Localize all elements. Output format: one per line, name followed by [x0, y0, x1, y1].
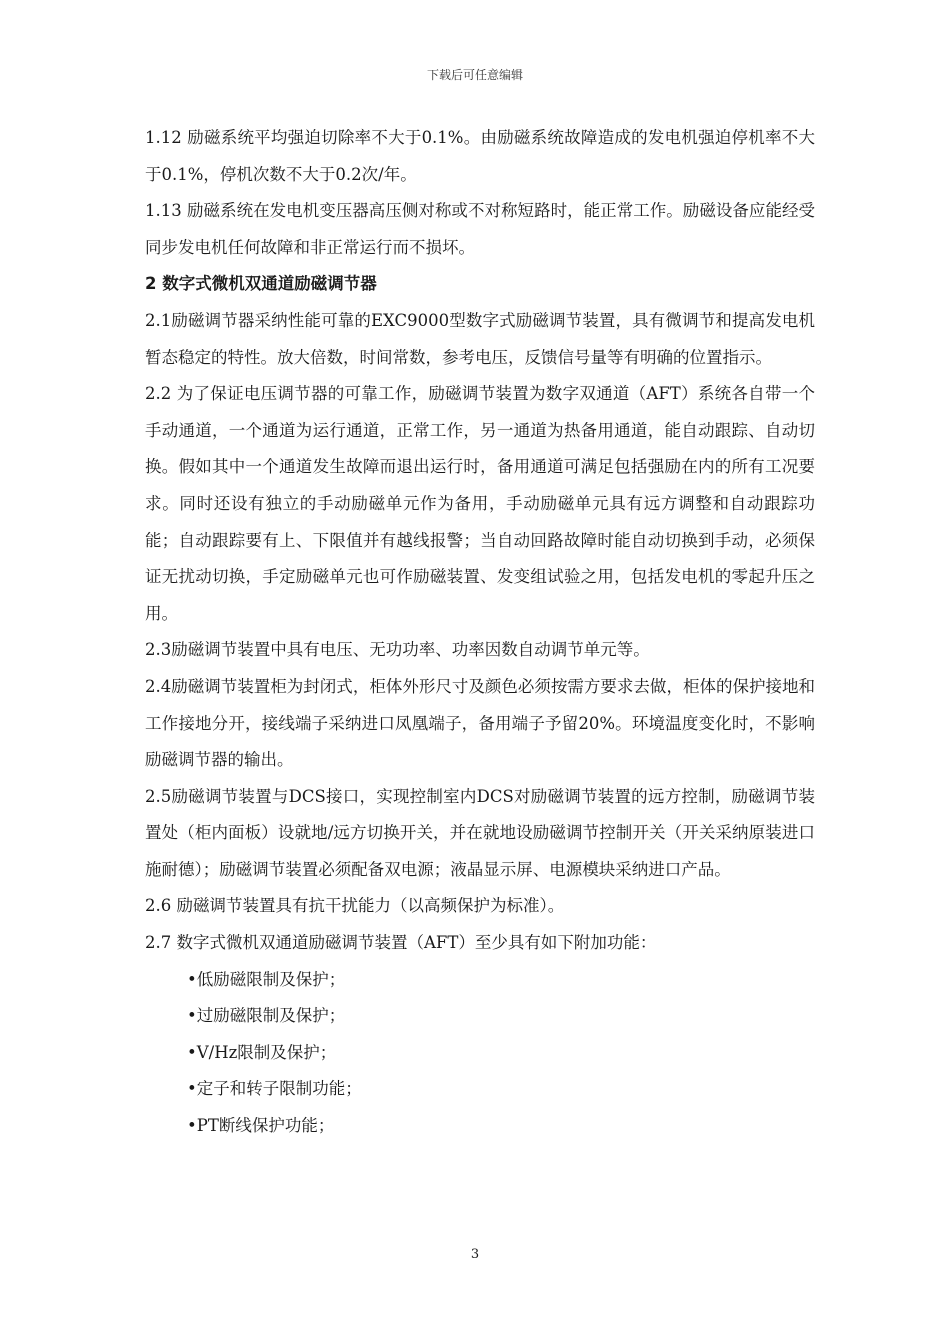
document-body [145, 120, 815, 1145]
paragraph-2-5: 2.5励磁调节装置与DCS接口，实现控制室内DCS对励磁调节装置的远方控制，励磁调节装置处（柜内面板）设就地/远方切换开关，并在就地设励磁调节控制开关（开关采纳原装进口施耐德）；励磁调节装置必须配备双电源；液晶显示屏、电源模块采纳进口产品。 [145, 786, 815, 879]
list-item: •V/Hz限制及保护； [187, 1042, 337, 1062]
paragraph-2-4: 2.4励磁调节装置柜为封闭式，柜体外形尺寸及颜色必须按需方要求去做，柜体的保护接地和工作接地分开，接线端子采纳进口凤凰端子，备用端子予留20%。环境温度变化时，不影响励磁调节器的输出。 [145, 676, 815, 770]
paragraph-2-2: 2.2 为了保证电压调节器的可靠工作，励磁调节装置为数字双通道（AFT）系统各自带一个手动通道，一个通道为运行通道，正常工作，另一通道为热备用通道，能自动跟踪、自动切换。假如其中一个通道发生故障而退出运行时，备用通道可满足包括强励在内的所有工况要求。同时还设有独立的手动励磁单元作为备用，手动励磁单元具有远方调整和自动跟踪功能；自动跟踪要有上、下限值并有越线报警；当自动回路故障时能自动切换到手动，必须保证无扰动切换，手定励磁单元也可作励磁装置、发变组试验之用，包括发电机的零起升压之用。 [145, 384, 815, 623]
list-item: •定子和转子限制功能； [187, 1079, 362, 1099]
list-item: •过励磁限制及保护； [187, 1006, 346, 1026]
paragraph-2-1: 2.1励磁调节器采纳性能可靠的EXC9000型数字式励磁调节装置，具有微调节和提高发电机暂态稳定的特性。放大倍数，时间常数，参考电压，反馈信号量等有明确的位置指示。 [145, 310, 815, 367]
paragraph-2-6: 2.6 励磁调节装置具有抗干扰能力（以高频保护为标准）。 [145, 896, 565, 916]
list-item: •PT断线保护功能； [187, 1116, 335, 1136]
list-item: •低励磁限制及保护； [187, 969, 346, 989]
paragraph-2-3: 2.3励磁调节装置中具有电压、无功功率、功率因数自动调节单元等。 [145, 640, 650, 660]
paragraph-1-13: 1.13 励磁系统在发电机变压器高压侧对称或不对称短路时，能正常工作。励磁设备应能经受同步发电机任何故障和非正常运行而不损坏。 [145, 201, 815, 257]
page-number: 3 [470, 1247, 480, 1262]
page-header: 下载后可任意编辑 [426, 68, 523, 82]
function-list [145, 962, 815, 1145]
paragraph-2-7: 2.7 数字式微机双通道励磁调节装置（AFT）至少具有如下附加功能： [145, 933, 657, 953]
paragraph-1-12: 1.12 励磁系统平均强迫切除率不大于0.1%。由励磁系统故障造成的发电机强迫停机率不大于0.1%，停机次数不大于0.2次/年。 [145, 128, 815, 184]
section-heading-2: 2 数字式微机双通道励磁调节器 [145, 274, 377, 294]
